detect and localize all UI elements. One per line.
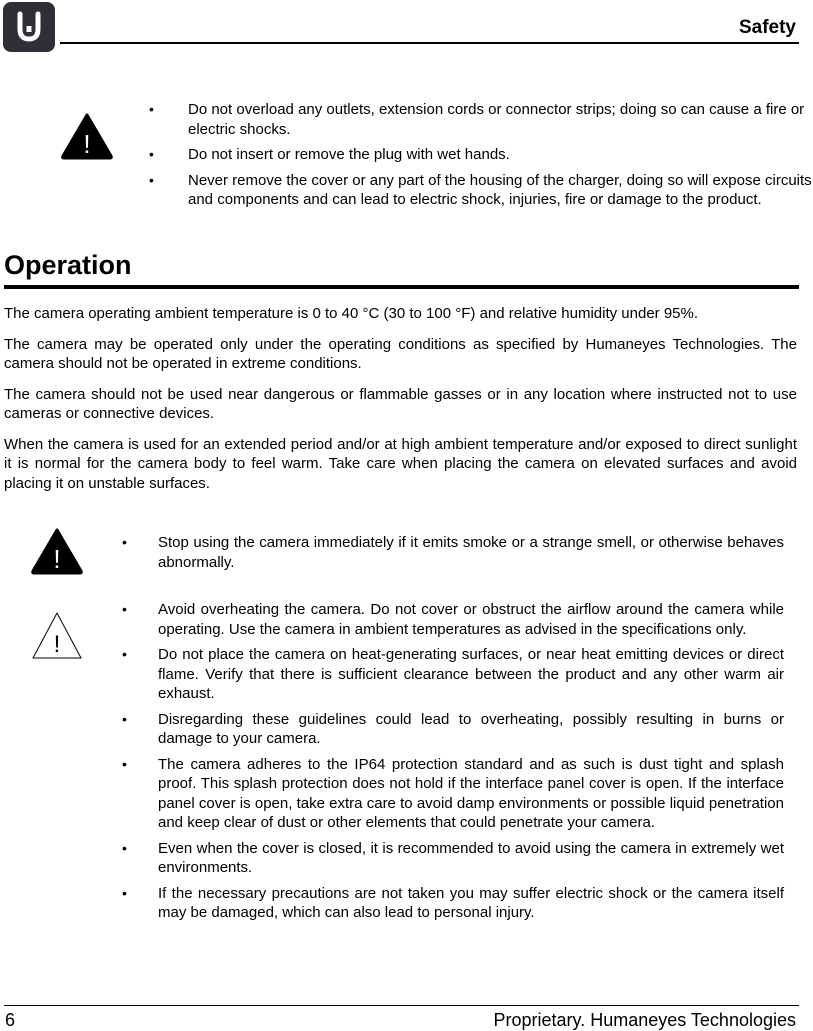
list-item: • Even when the cover is closed, it is recommended to avoid using the camera in extremely wet environments. [122,839,784,876]
warning-block-top [60,100,813,216]
caution-list [30,600,790,923]
bullet-icon: • [122,601,127,617]
section-title-operation: Operation [4,250,132,280]
bullet-icon: • [149,146,154,162]
bullet-icon: • [122,839,127,856]
list-item: • Do not overload any outlets, extension cords or connector strips; doing so can cause a fire or electric shocks. [149,101,805,138]
bullet-icon: • [122,534,127,550]
bullet-icon: • [122,646,127,662]
list-item: • Do not place the camera on heat-generating surfaces, or near heat emitting devices or direct flame. Verify that there is sufficient clearance between the product and any other warm air exhaust. [122,646,784,702]
caution-block [30,600,790,929]
footer-rule [4,1005,799,1006]
paragraph: The camera should not be used near dangerous or flammable gasses or in any location where instructed not to use cameras or connective devices. [4,385,797,422]
paragraph: The camera may be operated only under the operating conditions as specified by Humaneyes Technologies. The camera should not be operated in extreme conditions. [4,335,797,372]
svg-text:!: ! [83,129,91,159]
warning-list-top [60,100,813,210]
list-item: • Do not insert or remove the plug with wet hands. [149,146,510,163]
page-header-title: Safety [738,17,796,38]
paragraph: The camera operating ambient temperature is 0 to 40 °C (30 to 100 °F) and relative humidity under 95%. [4,305,699,322]
list-item: • Avoid overheating the camera. Do not cover or obstruct the airflow around the camera while operating. Use the camera in ambient temperatures as advised in the specifications only. [122,601,784,638]
header-rule [60,42,799,44]
list-item: • The camera adheres to the IP64 protection standard and as such is dust tight and splash proof. This splash protection does not hold if the interface panel cover is open. If the interface panel cover is open, take extra care to avoid damp environments or possible liquid penetration and keep clear of dust or other elements that could penetrate your camera. [122,755,784,831]
footer-text: Proprietary. Humaneyes Technologies [493,1010,796,1030]
bullet-icon: • [149,171,154,188]
bullet-icon: • [122,884,127,901]
warning-list-stop [30,533,790,572]
svg-text:!: ! [53,544,61,574]
list-item: • Never remove the cover or any part of the housing of the charger, doing so will expose circuits and components and can lead to electric shock, injuries, fire or damage to the product. [149,171,812,208]
operation-paragraphs [4,304,797,504]
list-item: • Disregarding these guidelines could lead to overheating, possibly resulting in burns or damage to your camera. [122,710,784,747]
list-item: • Stop using the camera immediately if it emits smoke or a strange smell, or otherwise behaves abnormally. [122,534,784,571]
bullet-icon: • [149,101,154,117]
warning-block-stop [30,533,790,572]
list-item: • If the necessary precautions are not taken you may suffer electric shock or the camera itself may be damaged, which can also lead to personal injury. [122,884,784,921]
page-number: 6 [5,1010,16,1030]
paragraph: When the camera is used for an extended period and/or at high ambient temperature and/or exposed to direct sunlight it is normal for the camera body to feel warm. Take care when placing the camera on elevated surfaces and avoid placing it on unstable surfaces. [4,435,797,492]
svg-text:!: ! [53,631,61,658]
bullet-icon: • [122,710,127,727]
brand-logo [3,2,55,52]
logo-u-icon [3,2,55,52]
bullet-icon: • [122,755,127,772]
section-rule [4,285,799,289]
